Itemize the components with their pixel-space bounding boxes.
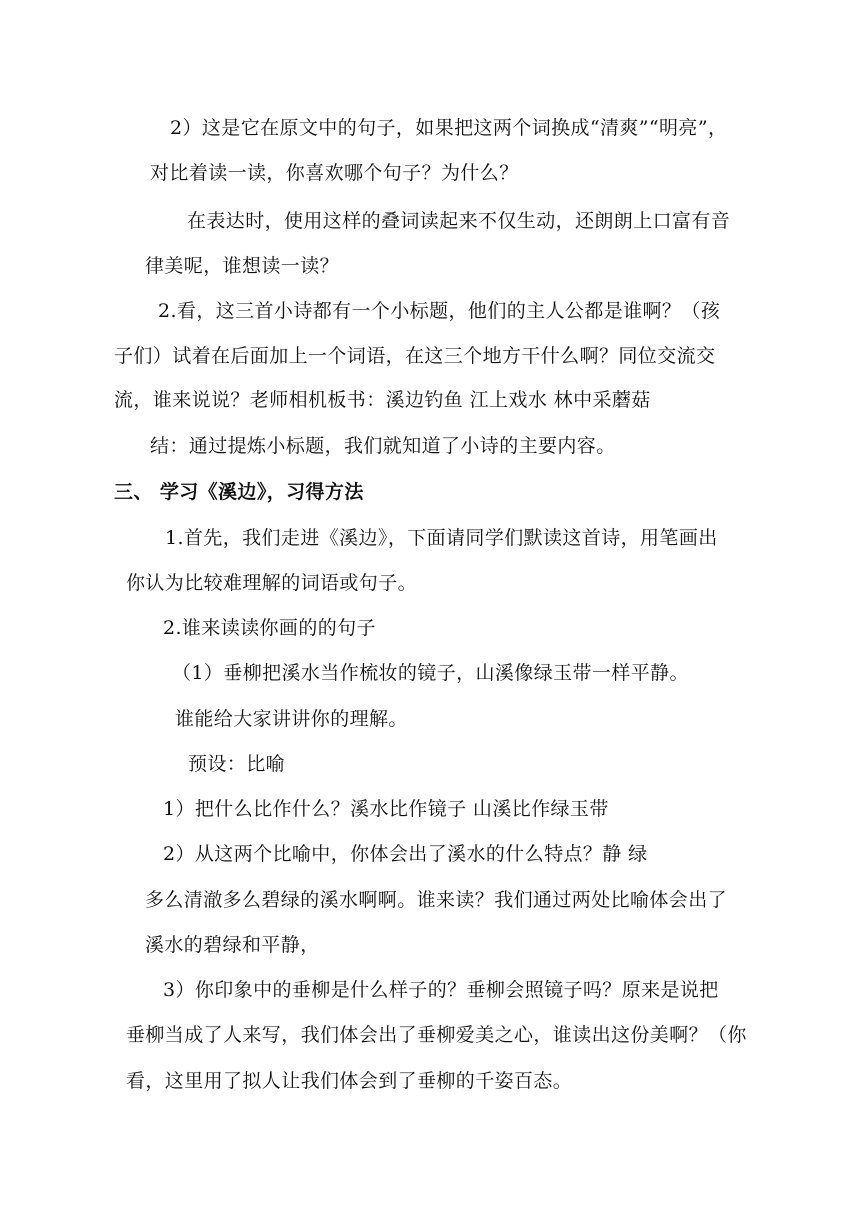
text-line: 多么清澈多么碧绿的溪水啊啊。谁来读？我们通过两处比喻体会出了 [145,889,728,911]
text-line: （1）垂柳把溪水当作梳妆的镜子，山溪像绿玉带一样平静。 [172,662,689,684]
section-heading: 三、 学习《溪边》，习得方法 [114,481,364,503]
text-line: 你认为比较难理解的词语或句子。 [126,572,418,594]
text-line: 在表达时，使用这样的叠词读起来不仅生动，还朗朗上口富有音 [187,210,731,232]
text-line: 垂柳当成了人来写，我们体会出了垂柳爱美之心，谁读出这份美啊？（你 [126,1024,747,1046]
text-line: 预设：比喻 [188,753,286,775]
text-line: 流，谁来说说？老师相机板书：溪边钓鱼 江上戏水 林中采蘑菇 [114,389,651,411]
text-line: 2）从这两个比喻中，你体会出了溪水的什么特点？静 绿 [163,843,648,865]
text-line: 看，这里用了拟人让我们体会到了垂柳的千姿百态。 [126,1070,573,1092]
text-line: 2.看，这三首小诗都有一个小标题，他们的主人公都是谁啊？（孩 [158,300,721,322]
text-line: 2）这是它在原文中的句子，如果把这两个词换成“清爽”“明亮”， [170,117,728,139]
text-line: 律美呢，谁想读一读？ [145,255,340,277]
text-line: 1.首先，我们走进《溪边》，下面请同学们默读这首诗，用笔画出 [165,527,718,549]
text-line: 2.谁来读读你画的的句子 [163,617,376,639]
text-line: 1）把什么比作什么？溪水比作镜子 山溪比作绿玉带 [163,798,609,820]
text-line: 溪水的碧绿和平静， [145,934,320,956]
text-line: 对比着读一读，你喜欢哪个句子？为什么？ [150,162,519,184]
text-line: 结：通过提炼小标题，我们就知道了小诗的主要内容。 [150,435,616,457]
text-line: 子们）试着在后面加上一个词语，在这三个地方干什么啊？同位交流交 [114,345,716,367]
text-line: 谁能给大家讲讲你的理解。 [175,708,408,730]
text-line: 3）你印象中的垂柳是什么样子的？垂柳会照镜子吗？原来是说把 [163,979,719,1001]
